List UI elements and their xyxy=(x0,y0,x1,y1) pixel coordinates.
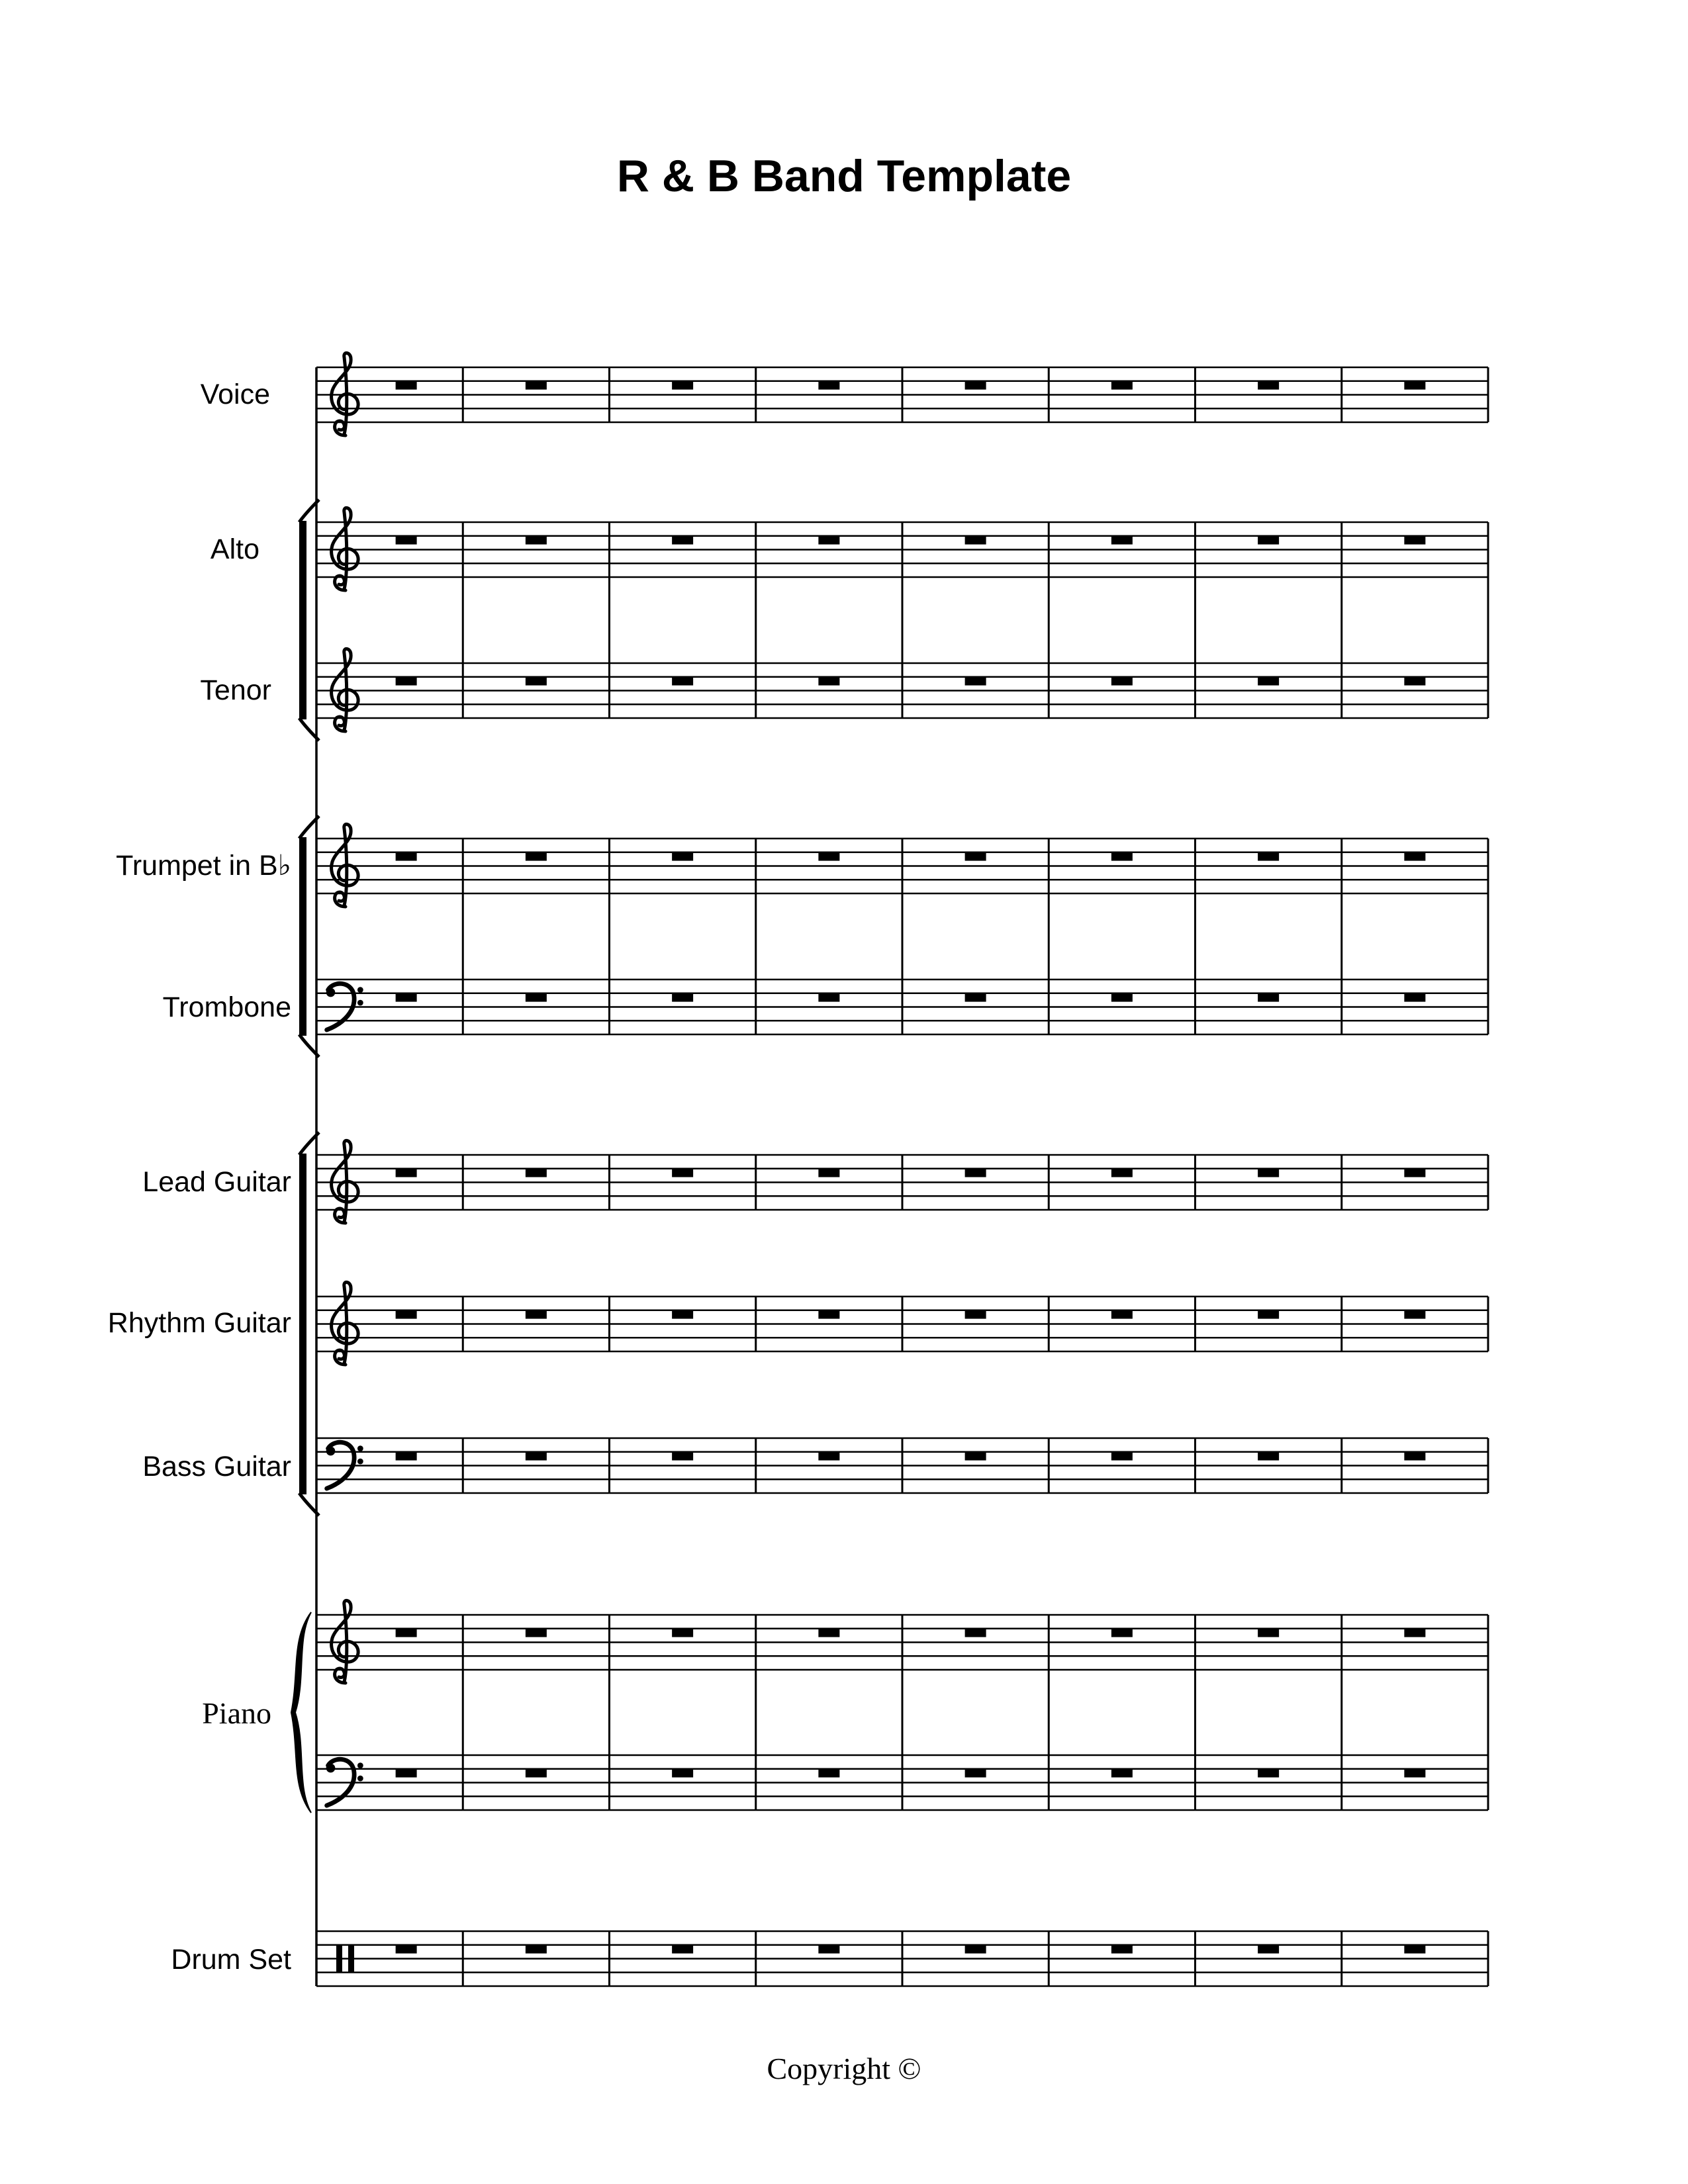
whole-rest-icon xyxy=(672,381,693,390)
whole-rest-icon xyxy=(672,1629,693,1637)
whole-rest-icon xyxy=(526,1310,547,1319)
whole-rest-icon xyxy=(818,536,839,545)
whole-rest-icon xyxy=(1111,677,1133,686)
whole-rest-icon xyxy=(1111,1629,1133,1637)
whole-rest-icon xyxy=(1404,1452,1425,1461)
whole-rest-icon xyxy=(526,1629,547,1637)
whole-rest-icon xyxy=(526,993,547,1002)
percussion-clef-icon xyxy=(336,1945,342,1973)
whole-rest-icon xyxy=(1404,536,1425,545)
whole-rest-icon xyxy=(1258,381,1279,390)
whole-rest-icon xyxy=(1258,1945,1279,1954)
whole-rest-icon xyxy=(1258,852,1279,861)
percussion-clef-icon xyxy=(348,1945,354,1973)
whole-rest-icon xyxy=(965,1452,986,1461)
piano-brace xyxy=(291,1612,311,1813)
whole-rest-icon xyxy=(1111,1169,1133,1177)
whole-rest-icon xyxy=(1111,852,1133,861)
whole-rest-icon xyxy=(1258,1169,1279,1177)
whole-rest-icon xyxy=(1258,1629,1279,1637)
whole-rest-icon xyxy=(818,1169,839,1177)
whole-rest-icon xyxy=(1404,1310,1425,1319)
whole-rest-icon xyxy=(396,536,417,545)
whole-rest-icon xyxy=(526,536,547,545)
whole-rest-icon xyxy=(818,381,839,390)
label-alto: Alto xyxy=(210,533,259,565)
whole-rest-icon xyxy=(672,536,693,545)
label-trumpet: Trumpet in B♭ xyxy=(116,850,291,882)
whole-rest-icon xyxy=(1111,381,1133,390)
whole-rest-icon xyxy=(818,1452,839,1461)
whole-rest-icon xyxy=(1111,1452,1133,1461)
whole-rest-icon xyxy=(965,536,986,545)
whole-rest-icon xyxy=(1404,852,1425,861)
whole-rest-icon xyxy=(818,852,839,861)
whole-rest-icon xyxy=(1111,536,1133,545)
whole-rest-icon xyxy=(1258,677,1279,686)
whole-rest-icon xyxy=(818,677,839,686)
whole-rest-icon xyxy=(1111,993,1133,1002)
label-bass-guitar: Bass Guitar xyxy=(142,1451,291,1482)
whole-rest-icon xyxy=(396,1769,417,1778)
whole-rest-icon xyxy=(396,993,417,1002)
whole-rest-icon xyxy=(1111,1945,1133,1954)
label-rhythm-guitar: Rhythm Guitar xyxy=(107,1307,291,1339)
whole-rest-icon xyxy=(526,677,547,686)
whole-rest-icon xyxy=(396,381,417,390)
whole-rest-icon xyxy=(672,1769,693,1778)
whole-rest-icon xyxy=(526,1452,547,1461)
whole-rest-icon xyxy=(1404,1945,1425,1954)
whole-rest-icon xyxy=(526,381,547,390)
whole-rest-icon xyxy=(672,1169,693,1177)
whole-rest-icon xyxy=(526,1169,547,1177)
group-bracket xyxy=(299,1154,306,1494)
whole-rest-icon xyxy=(672,852,693,861)
whole-rest-icon xyxy=(526,852,547,861)
whole-rest-icon xyxy=(965,1945,986,1954)
label-lead-guitar: Lead Guitar xyxy=(142,1166,291,1198)
label-voice: Voice xyxy=(200,379,270,410)
whole-rest-icon xyxy=(818,1945,839,1954)
whole-rest-icon xyxy=(672,1945,693,1954)
whole-rest-icon xyxy=(965,1769,986,1778)
whole-rest-icon xyxy=(396,852,417,861)
whole-rest-icon xyxy=(1258,993,1279,1002)
whole-rest-icon xyxy=(396,1629,417,1637)
group-bracket xyxy=(299,837,306,1036)
whole-rest-icon xyxy=(1404,1629,1425,1637)
whole-rest-icon xyxy=(396,1945,417,1954)
whole-rest-icon xyxy=(1258,536,1279,545)
whole-rest-icon xyxy=(1404,381,1425,390)
whole-rest-icon xyxy=(672,993,693,1002)
whole-rest-icon xyxy=(1404,993,1425,1002)
whole-rest-icon xyxy=(396,1310,417,1319)
label-drum-set: Drum Set xyxy=(171,1944,291,1976)
whole-rest-icon xyxy=(818,1629,839,1637)
whole-rest-icon xyxy=(672,1452,693,1461)
whole-rest-icon xyxy=(965,1310,986,1319)
whole-rest-icon xyxy=(526,1769,547,1778)
whole-rest-icon xyxy=(396,1169,417,1177)
label-trombone: Trombone xyxy=(162,991,291,1023)
whole-rest-icon xyxy=(965,381,986,390)
whole-rest-icon xyxy=(1111,1310,1133,1319)
whole-rest-icon xyxy=(672,677,693,686)
whole-rest-icon xyxy=(1404,1769,1425,1778)
whole-rest-icon xyxy=(818,1310,839,1319)
label-piano: Piano xyxy=(202,1696,271,1730)
label-tenor: Tenor xyxy=(200,674,271,706)
copyright-notice: Copyright © xyxy=(767,2052,921,2085)
whole-rest-icon xyxy=(396,1452,417,1461)
whole-rest-icon xyxy=(1404,1169,1425,1177)
whole-rest-icon xyxy=(672,1310,693,1319)
whole-rest-icon xyxy=(965,1629,986,1637)
group-bracket xyxy=(299,521,306,719)
whole-rest-icon xyxy=(1258,1452,1279,1461)
whole-rest-icon xyxy=(526,1945,547,1954)
whole-rest-icon xyxy=(818,1769,839,1778)
whole-rest-icon xyxy=(965,677,986,686)
whole-rest-icon xyxy=(965,1169,986,1177)
whole-rest-icon xyxy=(818,993,839,1002)
whole-rest-icon xyxy=(1404,677,1425,686)
whole-rest-icon xyxy=(396,677,417,686)
whole-rest-icon xyxy=(1258,1769,1279,1778)
whole-rest-icon xyxy=(965,993,986,1002)
whole-rest-icon xyxy=(965,852,986,861)
whole-rest-icon xyxy=(1258,1310,1279,1319)
whole-rest-icon xyxy=(1111,1769,1133,1778)
score-title: R & B Band Template xyxy=(616,151,1072,201)
